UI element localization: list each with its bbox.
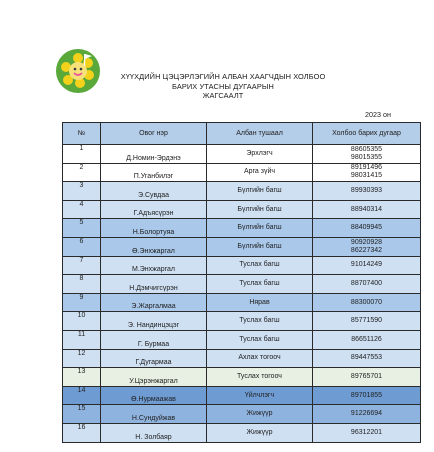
row-number: 13 bbox=[63, 368, 101, 387]
row-name: Д.Номин-Эрдэнэ bbox=[101, 145, 207, 164]
table-row bbox=[63, 200, 421, 219]
row-phone bbox=[313, 312, 421, 331]
contact-table bbox=[62, 122, 421, 443]
phone-number: 91226694 bbox=[350, 410, 383, 418]
table-row bbox=[63, 219, 421, 238]
row-phone bbox=[313, 145, 421, 164]
row-number: 14 bbox=[63, 386, 101, 405]
title-line-3: ЖАГСААЛТ bbox=[202, 91, 244, 101]
row-phone bbox=[313, 423, 421, 442]
row-number: 5 bbox=[63, 219, 101, 238]
header-phone: Холбоо барих дугаар bbox=[313, 123, 421, 145]
phone-number: 88940314 bbox=[350, 205, 383, 213]
table-row bbox=[63, 423, 421, 442]
row-number: 7 bbox=[63, 256, 101, 275]
row-position: Жижүүр bbox=[207, 423, 313, 442]
row-number: 9 bbox=[63, 293, 101, 312]
phone-number: 86651126 bbox=[351, 335, 382, 343]
row-position: Бүлгийн багш bbox=[207, 219, 313, 238]
row-name: Н.Болортуяа bbox=[101, 219, 207, 238]
row-phone bbox=[313, 386, 421, 405]
row-position: Туслах багш bbox=[207, 275, 313, 294]
phone-number: 89930393 bbox=[350, 186, 383, 194]
row-phone bbox=[313, 163, 421, 182]
row-position: Ахлах тогооч bbox=[207, 349, 313, 368]
row-number: 10 bbox=[63, 312, 101, 331]
row-name: Э. Нандинцэцэг bbox=[101, 312, 207, 331]
row-number: 11 bbox=[63, 330, 101, 349]
row-phone bbox=[313, 275, 421, 294]
row-name: Н. Золбаяр bbox=[101, 423, 207, 442]
table-row bbox=[63, 293, 421, 312]
row-position: Бүлгийн багш bbox=[207, 237, 313, 256]
table-row bbox=[63, 405, 421, 424]
header-name: Овог нэр bbox=[101, 123, 207, 145]
phone-number: 85771590 bbox=[350, 317, 383, 325]
row-number: 1 bbox=[63, 145, 101, 164]
table-row bbox=[63, 275, 421, 294]
row-phone bbox=[313, 200, 421, 219]
row-position: Үйлчлэгч bbox=[207, 386, 313, 405]
row-position: Туслах тогооч bbox=[207, 368, 313, 387]
row-number: 3 bbox=[63, 182, 101, 201]
row-name: М.Энхжаргал bbox=[101, 256, 207, 275]
row-name: Н.Сундуйжав bbox=[101, 405, 207, 424]
phone-number: 98015355 bbox=[350, 153, 383, 161]
row-name: Н.Дэмчигсүрэн bbox=[101, 275, 207, 294]
row-number: 12 bbox=[63, 349, 101, 368]
row-name: Э.Жаргалмаа bbox=[101, 293, 207, 312]
row-position: Бүлгийн багш bbox=[207, 182, 313, 201]
header-number: № bbox=[63, 123, 101, 145]
table-header-row bbox=[63, 123, 421, 145]
row-position: Арга зүйч bbox=[207, 163, 313, 182]
row-name: Ө.Нурмаажав bbox=[101, 386, 207, 405]
phone-number: 98031415 bbox=[350, 172, 383, 180]
row-name: Э.Сувдаа bbox=[101, 182, 207, 201]
row-phone bbox=[313, 237, 421, 256]
table-row bbox=[63, 163, 421, 182]
table-row bbox=[63, 386, 421, 405]
year-label: 2023 он bbox=[365, 110, 391, 119]
phone-number: 89191496 bbox=[350, 164, 383, 172]
row-position: Нярав bbox=[207, 293, 313, 312]
row-phone bbox=[313, 330, 421, 349]
table-row bbox=[63, 330, 421, 349]
phone-number: 88605355 bbox=[350, 145, 383, 153]
phone-number: 89447553 bbox=[350, 354, 383, 362]
table-row bbox=[63, 368, 421, 387]
title-line-2: БАРИХ УТАСНЫ ДУГААРЫН bbox=[172, 81, 274, 91]
row-phone bbox=[313, 219, 421, 238]
phone-number: 90920928 bbox=[350, 238, 383, 246]
row-name: Ө.Энхжаргал bbox=[101, 237, 207, 256]
phone-number: 86227342 bbox=[350, 246, 383, 254]
row-name: Г. Бурмаа bbox=[101, 330, 207, 349]
row-position: Туслах багш bbox=[207, 330, 313, 349]
row-phone bbox=[313, 368, 421, 387]
phone-number: 88409945 bbox=[350, 224, 383, 232]
phone-number: 91014249 bbox=[350, 261, 383, 269]
phone-number: 88300070 bbox=[350, 298, 383, 306]
row-phone bbox=[313, 293, 421, 312]
row-number: 15 bbox=[63, 405, 101, 424]
row-name: П.Уганбилэг bbox=[101, 163, 207, 182]
phone-number: 89765701 bbox=[350, 372, 383, 380]
row-phone bbox=[313, 182, 421, 201]
phone-number: 88707400 bbox=[350, 279, 383, 287]
phone-number: 96312201 bbox=[350, 428, 383, 436]
row-position: Туслах багш bbox=[207, 256, 313, 275]
title-line-1: ХҮҮХДИЙН ЦЭЦЭРЛЭГИЙН АЛБАН ХААГЧДЫН ХОЛБОО bbox=[120, 72, 326, 81]
row-number: 2 bbox=[63, 163, 101, 182]
row-position: Туслах багш bbox=[207, 312, 313, 331]
row-number: 4 bbox=[63, 200, 101, 219]
row-name: Г.Адъясүрэн bbox=[101, 200, 207, 219]
row-number: 16 bbox=[63, 423, 101, 442]
row-position: Эрхлэгч bbox=[207, 145, 313, 164]
phone-number: 89701855 bbox=[350, 391, 383, 399]
table-row bbox=[63, 145, 421, 164]
row-name: У.Цэрэнжаргал bbox=[101, 368, 207, 387]
table-row bbox=[63, 312, 421, 331]
row-number: 6 bbox=[63, 237, 101, 256]
table-row bbox=[63, 349, 421, 368]
row-position: Бүлгийн багш bbox=[207, 200, 313, 219]
header-position: Албан тушаал bbox=[207, 123, 313, 145]
row-number: 8 bbox=[63, 275, 101, 294]
row-name: Г.Дугармаа bbox=[101, 349, 207, 368]
document-title bbox=[108, 72, 338, 101]
row-position: Жижүүр bbox=[207, 405, 313, 424]
table-row bbox=[63, 182, 421, 201]
row-phone bbox=[313, 256, 421, 275]
kindergarten-logo bbox=[55, 48, 101, 94]
table-row bbox=[63, 256, 421, 275]
table-row bbox=[63, 237, 421, 256]
row-phone bbox=[313, 405, 421, 424]
row-phone bbox=[313, 349, 421, 368]
